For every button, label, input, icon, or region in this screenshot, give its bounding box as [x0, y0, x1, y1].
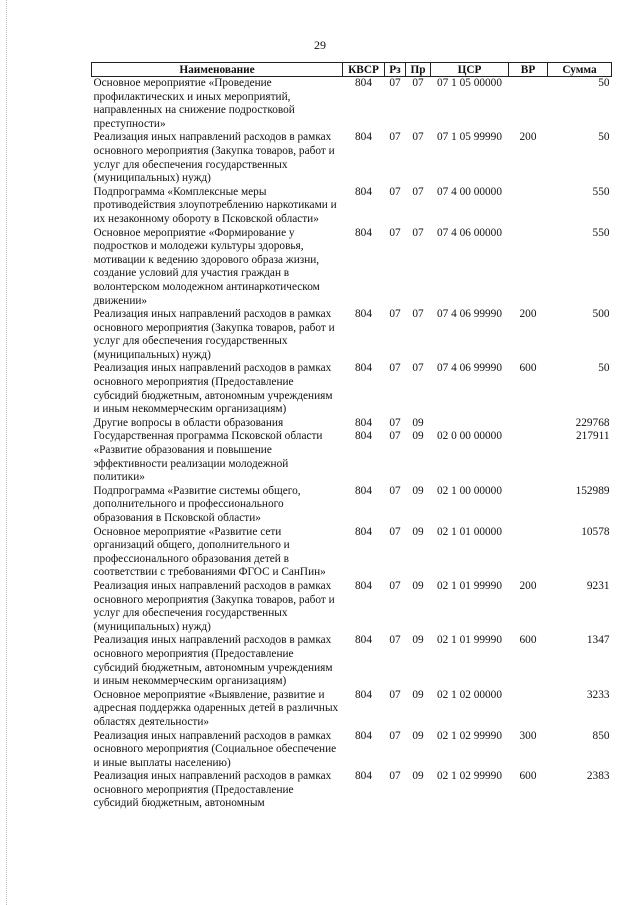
cell-vr — [509, 526, 548, 580]
cell-rz: 07 — [389, 226, 401, 239]
cell-csr: 07 1 05 00000 — [437, 77, 502, 89]
cell-rz: 07 — [389, 688, 401, 701]
cell-kvsr: 804 — [355, 688, 372, 701]
cell-name: Реализация иных направлений расходов в рамках основного мероприятия (Закупка товаров, работ и услуг для обеспечения государственных (муниципальных) нужд) — [93, 308, 335, 361]
table-row — [92, 362, 612, 416]
cell-rz: 07 — [389, 770, 401, 783]
cell-vr: 600 — [519, 770, 537, 783]
table-row — [92, 186, 612, 227]
cell-kvsr: 804 — [355, 362, 372, 375]
cell-vr — [509, 485, 548, 526]
cell-csr: 07 4 00 00000 — [437, 185, 502, 198]
cell-vr — [509, 227, 548, 309]
cell-sum: 50 — [598, 77, 610, 89]
cell-vr — [509, 77, 548, 132]
cell-csr: 02 1 01 99990 — [437, 634, 502, 647]
header-kvsr: КВСР — [343, 63, 385, 77]
cell-sum: 550 — [592, 226, 610, 239]
cell-name: Другие вопросы в области образования — [93, 416, 284, 429]
header-vr: ВР — [509, 63, 548, 77]
cell-vr — [509, 430, 548, 484]
cell-pr: 09 — [412, 416, 424, 429]
table-row — [92, 526, 612, 580]
cell-name: Государственная программа Псковской области «Развитие образования и повышение эффективности реализации молодежной политики» — [93, 430, 323, 484]
cell-pr: 09 — [412, 525, 424, 538]
cell-rz: 07 — [389, 308, 401, 321]
cell-name: Подпрограмма «Развитие системы общего, дополнительного и профессионального образования в Псковской области» — [93, 484, 301, 524]
cell-sum: 50 — [598, 131, 610, 144]
table-row — [92, 485, 612, 526]
budget-table — [91, 62, 612, 811]
cell-name: Подпрограмма «Комплексные меры противодействия злоупотреблению наркотиками и их незаконному обороту в Псковской области» — [93, 185, 337, 225]
cell-name: Реализация иных направлений расходов в рамках основного мероприятия (Предоставление субсидий бюджетным, автономным учреждениям и иным некоммерческим организациям) — [93, 362, 333, 416]
cell-rz: 07 — [389, 634, 401, 647]
cell-vr: 200 — [519, 579, 537, 592]
table-row — [92, 77, 612, 132]
cell-rz: 07 — [389, 729, 401, 742]
cell-pr: 09 — [412, 634, 424, 647]
header-pr: Пр — [406, 63, 431, 77]
scan-edge — [6, 0, 7, 905]
cell-csr: 02 1 01 00000 — [437, 525, 502, 538]
cell-kvsr: 804 — [355, 729, 372, 742]
header-csr: ЦСР — [431, 63, 509, 77]
table-row — [92, 770, 612, 811]
cell-csr: 07 1 05 99990 — [437, 131, 502, 144]
table-row — [92, 689, 612, 730]
cell-pr: 07 — [412, 308, 424, 321]
cell-rz: 07 — [389, 77, 401, 89]
cell-sum: 50 — [598, 362, 610, 375]
cell-csr: 07 4 06 00000 — [437, 226, 502, 239]
table-row — [92, 580, 612, 634]
cell-pr: 07 — [412, 185, 424, 198]
cell-sum: 1347 — [586, 634, 610, 647]
table-row — [92, 730, 612, 771]
header-sum: Сумма — [548, 63, 612, 77]
cell-csr: 02 1 02 00000 — [437, 688, 502, 701]
cell-kvsr: 804 — [355, 226, 372, 239]
cell-pr: 07 — [412, 131, 424, 144]
cell-name: Реализация иных направлений расходов в рамках основного мероприятия (Закупка товаров, работ и услуг для обеспечения государственных (муниципальных) нужд) — [93, 579, 335, 633]
cell-pr: 09 — [412, 688, 424, 701]
cell-name: Реализация иных направлений расходов в рамках основного мероприятия (Предоставление субсидий бюджетным, автономным — [93, 770, 332, 810]
cell-pr: 09 — [412, 484, 424, 497]
cell-pr: 09 — [412, 729, 424, 742]
cell-name: Основное мероприятие «Выявление, развитие и адресная поддержка одаренных детей в различных областях деятельности» — [93, 688, 339, 728]
table-header-row — [92, 63, 612, 77]
cell-vr: 300 — [519, 729, 537, 742]
cell-csr: 07 4 06 99990 — [437, 362, 502, 375]
cell-csr: 02 1 02 99990 — [437, 729, 502, 742]
cell-kvsr: 804 — [355, 185, 372, 198]
cell-kvsr: 804 — [355, 77, 372, 89]
cell-name: Основное мероприятие «Проведение профилактических и иных мероприятий, направленных на снижение подростковой преступности» — [93, 77, 295, 130]
cell-sum: 3233 — [586, 688, 610, 701]
table-row — [92, 417, 612, 431]
cell-sum: 152989 — [575, 484, 610, 497]
cell-csr: 02 1 00 00000 — [437, 484, 502, 497]
cell-name: Основное мероприятие «Формирование у подростков и молодежи культуры здоровья, мотивации к ведению здорового образа жизни, создание условий для участия граждан в волонтерском молодежном антинаркотическом движении» — [93, 226, 320, 307]
table-body — [92, 77, 612, 812]
cell-rz: 07 — [389, 525, 401, 538]
cell-pr: 07 — [412, 226, 424, 239]
cell-vr: 200 — [519, 131, 537, 144]
cell-kvsr: 804 — [355, 770, 372, 783]
page-number: 29 — [314, 38, 326, 52]
cell-name: Реализация иных направлений расходов в рамках основного мероприятия (Закупка товаров, работ и услуг для обеспечения государственных (муниципальных) нужд) — [93, 131, 335, 185]
cell-csr: 02 1 02 99990 — [437, 770, 502, 783]
cell-rz: 07 — [389, 579, 401, 592]
cell-sum: 550 — [592, 185, 610, 198]
table-row — [92, 308, 612, 362]
table-row — [92, 227, 612, 309]
cell-pr: 07 — [412, 77, 424, 89]
cell-pr: 09 — [412, 430, 424, 443]
cell-name: Реализация иных направлений расходов в рамках основного мероприятия (Предоставление субсидий бюджетным, автономным учреждениям и иным некоммерческим организациям) — [93, 634, 333, 688]
cell-vr: 600 — [519, 362, 537, 375]
cell-sum: 229768 — [575, 416, 610, 429]
cell-sum: 500 — [592, 308, 610, 321]
cell-name: Реализация иных направлений расходов в рамках основного мероприятия (Социальное обеспечение и иные выплаты населению) — [93, 729, 337, 769]
cell-pr: 09 — [412, 770, 424, 783]
cell-kvsr: 804 — [355, 525, 372, 538]
cell-pr: 09 — [412, 579, 424, 592]
cell-kvsr: 804 — [355, 308, 372, 321]
header-name: Наименование — [92, 63, 343, 77]
cell-sum: 9231 — [586, 579, 610, 592]
cell-vr: 200 — [519, 308, 537, 321]
cell-vr — [509, 186, 548, 227]
cell-kvsr: 804 — [355, 416, 372, 429]
cell-rz: 07 — [389, 362, 401, 375]
cell-pr: 07 — [412, 362, 424, 375]
cell-vr: 600 — [519, 634, 537, 647]
cell-vr — [509, 689, 548, 730]
cell-csr: 02 1 01 99990 — [437, 579, 502, 592]
cell-vr — [509, 417, 548, 431]
header-rz: Рз — [385, 63, 406, 77]
cell-kvsr: 804 — [355, 131, 372, 144]
cell-sum: 10578 — [581, 525, 610, 538]
table-row — [92, 430, 612, 484]
cell-rz: 07 — [389, 185, 401, 198]
cell-csr — [431, 417, 509, 431]
cell-rz: 07 — [389, 484, 401, 497]
table-row — [92, 634, 612, 688]
cell-sum: 217911 — [576, 430, 610, 443]
cell-name: Основное мероприятие «Развитие сети организаций общего, дополнительного и профессионального образования детей в соответствии с требованиями ФГОС и СанПин» — [93, 525, 326, 579]
cell-rz: 07 — [389, 131, 401, 144]
cell-sum: 2383 — [586, 770, 610, 783]
cell-rz: 07 — [389, 416, 401, 429]
cell-kvsr: 804 — [355, 634, 372, 647]
cell-kvsr: 804 — [355, 579, 372, 592]
cell-csr: 07 4 06 99990 — [437, 308, 502, 321]
cell-kvsr: 804 — [355, 430, 372, 443]
cell-sum: 850 — [592, 729, 610, 742]
cell-kvsr: 804 — [355, 484, 372, 497]
cell-csr: 02 0 00 00000 — [437, 430, 502, 443]
table-row — [92, 131, 612, 185]
cell-rz: 07 — [389, 430, 401, 443]
